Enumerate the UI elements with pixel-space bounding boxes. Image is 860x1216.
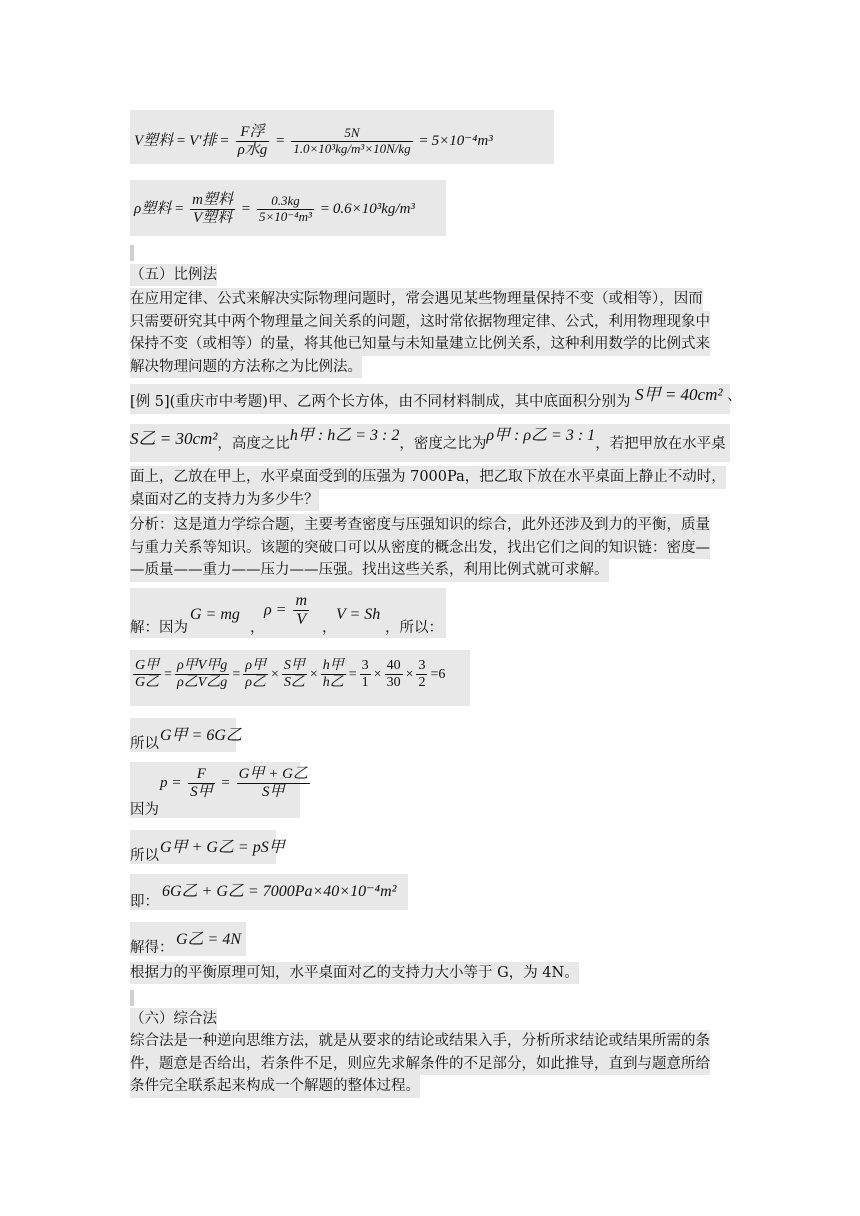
eq-s-jia: S甲 = 40cm² [635,385,723,404]
eq2-den2: 5×10⁻⁴m³ [258,209,312,225]
example5-line1: [例 5](重庆市中考题)甲、乙两个长方体，由不同材料制成，其中底面积分别为 S甲 = 40cm² 、 [130,384,730,414]
eq2-num2: 0.3kg [257,194,314,210]
section6-paragraph: 综合法是一种逆向思维方法，就是从要求的结论或结果入手，分析所求结论或结果所需的条 件，题意是否给出，若条件不足，则应先求解条件的不足部分，如此推导，直到与题意所给 条件完全联系起来构成一个解题的整体过程。 [130,1030,710,1098]
equation-ratio: $\frac{\text{G甲}}{\text{G乙}}$ = $\frac{\text{ρ甲V甲g}}{\text{ρ乙V乙g}}$ = $\frac{\text{ρ甲}}{\text{ρ乙}}$ × $\frac{\text{S甲}}{\text{S乙}}$ × $\frac{\text{h甲}}{\text{h乙}}$ = $\frac{3}{1}$ × $\frac{40}{30}$ × $\frac{3}{2}$ =6 [130,650,470,706]
eq1-num1: F浮 [236,124,270,142]
equation-volume-plastic: V塑料 = V′排 = $\frac{\text{F浮}}{\text{ρ水g}}$ = $\frac{5N}{\text{1.0×10³kg/m³×10N/kg}}$ = 5×10⁻⁴m³ [130,110,554,164]
eq2-den1: V塑料 [193,210,233,227]
section5-title: （五）比例法 [130,264,217,286]
eq2-num1: m塑料 [190,192,235,210]
eq1-result: 5×10⁻⁴m³ [431,133,493,150]
solution-pressure: 因为 p = $\frac{F}{\text{S甲}}$ = $\frac{\text{G甲 + G乙}}{\text{S甲}}$ [130,762,300,818]
eq-v-sh: V = Sh [336,606,381,623]
analysis-paragraph: 分析：这是道力学综合题，主要考查密度与压强知识的综合，此外还涉及到力的平衡，质量 与重力关系等知识。该题的突破口可以从密度的概念出发，找出它们之间的知识链：密度— —质量——重力——压力——压强。找出这些关系，利用比例式就可求解。 [130,514,710,582]
eq2-lhs: ρ塑料 [134,201,172,218]
eq1-den1: ρ水g [237,142,268,159]
eq-s-yi: S乙 = 30cm² [130,429,218,448]
section5-paragraph [130,288,730,378]
section5-line: 只需要研究其中两个物理量之间关系的问题，这时常依据物理定律、公式，利用物理现象中 [130,311,710,334]
eq-rho-def: ρ = $\frac{m}{V}$ [264,592,308,629]
solution-intro: 解：因为 G = mg ， ρ = $\frac{m}{V}$ ， V = Sh ，所以： [130,588,446,638]
equation-density-plastic: ρ塑料 = $\frac{\text{m塑料}}{\text{V塑料}}$ = $\frac{0.3kg}{\text{5×10⁻⁴m³}}$ = 0.6×10³kg/m³ [130,180,446,236]
section5-line: 在应用定律、公式来解决实际物理问题时，常会遇见某些物理量保持不变（或相等），因而 [130,288,703,311]
solution-so2: 所以 G甲 + G乙 = pS甲 [130,830,276,864]
section5-line: 解决物理问题的方法称之为比例法。 [130,356,362,379]
eq1-num2: 5N [291,126,412,142]
eq-height-ratio: h甲 : h乙 = 3 : 2 [289,427,400,444]
example5-question: 面上，乙放在甲上，水平桌面受到的压强为 7000Pa，把乙取下放在水平桌面上静止不动时， 桌面对乙的支持力为多少牛？ [130,466,726,511]
eq1-lhs: V塑料 [134,133,174,150]
solution-so1: 所以 G甲 = 6G乙 [130,718,236,752]
paragraph-marker [130,245,134,261]
solution-jiede: 解得： G乙 = 4N [130,922,246,956]
eq1-vprime: V′排 [189,133,217,150]
eq2-result: 0.6×10³kg/m³ [332,201,415,218]
eq-density-ratio: ρ甲 : ρ乙 = 3 : 1 [486,427,596,444]
solution-conclusion: 根据力的平衡原理可知，水平桌面对乙的支持力大小等于 G，为 4N。 [130,962,579,984]
solution-ji: 即： 6G乙 + G乙 = 7000Pa×40×10⁻⁴m² [130,874,408,910]
section6-title: （六）综合法 [130,1008,217,1030]
paragraph-marker [130,990,134,1006]
example5-line2: S乙 = 30cm²，高度之比h甲 : h乙 = 3 : 2，密度之比为ρ甲 : ρ乙 = 3 : 1，若把甲放在水平桌 [130,424,730,462]
eq1-den2: 1.0×10³kg/m³×10N/kg [293,141,411,157]
eq-g-mg: G = mg [190,606,240,623]
section5-line: 保持不变（或相等）的量，将其他已知量与未知量建立比例关系，这种利用数学的比例式来 [130,333,710,356]
